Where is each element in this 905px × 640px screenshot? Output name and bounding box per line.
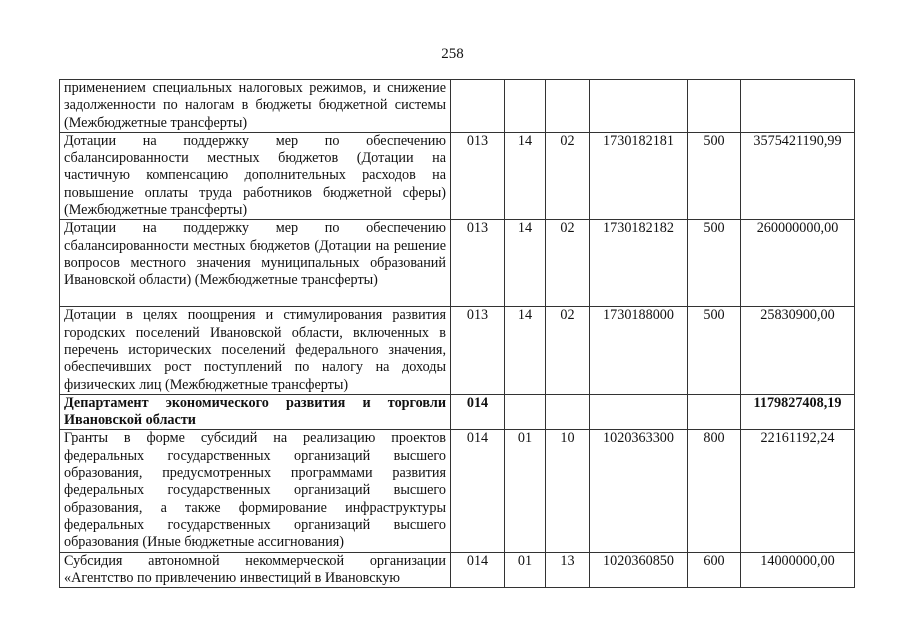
row-expense-type: 500: [688, 132, 741, 219]
row-grbs-code: 013: [451, 307, 505, 394]
row-subsection-code: 10: [546, 430, 590, 552]
row-subsection-code: 13: [546, 552, 590, 588]
row-expense-type: 800: [688, 430, 741, 552]
table-row: [60, 132, 855, 219]
row-section-code: 14: [505, 132, 546, 219]
row-description: Дотации на поддержку мер по обеспечению сбалансированности местных бюджетов (Дотации на частичную компенсацию дополнительных расходов на повышение оплаты труда работников бюджетной сферы) (Межбюджетные трансферты): [60, 132, 451, 219]
row-grbs-code: 013: [451, 132, 505, 219]
row-target-article: 1730188000: [590, 307, 688, 394]
table-row: [60, 80, 855, 133]
row-target-article: 1730182181: [590, 132, 688, 219]
table-row: [60, 552, 855, 588]
row-section-code: [505, 80, 546, 133]
row-subsection-code: [546, 80, 590, 133]
row-description: Гранты в форме субсидий на реализацию проектов федеральных государственных организаций высшего образования, предусмотренных программами развития федеральных государственных организаций высшего образования, а также формирование инфраструктуры федеральных государственных организаций высшего образования (Иные бюджетные ассигнования): [60, 430, 451, 552]
row-expense-type: 600: [688, 552, 741, 588]
table-row-department: [60, 394, 855, 430]
row-expense-type: [688, 394, 741, 430]
table-row: [60, 430, 855, 552]
row-section-code: [505, 394, 546, 430]
row-grbs-code: 014: [451, 552, 505, 588]
table-row: [60, 220, 855, 307]
row-grbs-code: [451, 80, 505, 133]
row-section-code: 01: [505, 552, 546, 588]
row-section-code: 01: [505, 430, 546, 552]
row-expense-type: 500: [688, 220, 741, 307]
row-expense-type: [688, 80, 741, 133]
row-section-code: 14: [505, 307, 546, 394]
row-amount: 1179827408,19: [741, 394, 855, 430]
row-target-article: 1020360850: [590, 552, 688, 588]
row-description: применением специальных налоговых режимов, и снижение задолженности по налогам в бюджеты бюджетной системы (Межбюджетные трансферты): [60, 80, 451, 133]
row-grbs-code: 014: [451, 394, 505, 430]
table-row: [60, 307, 855, 394]
row-grbs-code: 014: [451, 430, 505, 552]
row-expense-type: 500: [688, 307, 741, 394]
row-amount: 22161192,24: [741, 430, 855, 552]
row-amount: [741, 80, 855, 133]
row-description: Департамент экономического развития и торговли Ивановской области: [60, 394, 451, 430]
row-grbs-code: 013: [451, 220, 505, 307]
row-section-code: 14: [505, 220, 546, 307]
row-subsection-code: 02: [546, 132, 590, 219]
row-subsection-code: [546, 394, 590, 430]
row-description: Дотации на поддержку мер по обеспечению сбалансированности местных бюджетов (Дотации на решение вопросов местного значения муниципальных образований Ивановской области) (Межбюджетные трансферты): [60, 220, 451, 307]
row-subsection-code: 02: [546, 220, 590, 307]
row-target-article: 1020363300: [590, 430, 688, 552]
row-description: Дотации в целях поощрения и стимулирования развития городских поселений Ивановской области, включенных в перечень исторических поселений федерального значения, обеспечивших рост поступлений по налогу на доходы физических лиц (Межбюджетные трансферты): [60, 307, 451, 394]
row-amount: 3575421190,99: [741, 132, 855, 219]
page-number: 258: [441, 46, 464, 62]
row-amount: 260000000,00: [741, 220, 855, 307]
row-subsection-code: 02: [546, 307, 590, 394]
row-target-article: [590, 394, 688, 430]
row-description: Субсидия автономной некоммерческой организации «Агентство по привлечению инвестиций в Ивановскую: [60, 552, 451, 588]
row-target-article: [590, 80, 688, 133]
budget-table: [59, 79, 855, 588]
row-amount: 14000000,00: [741, 552, 855, 588]
row-target-article: 1730182182: [590, 220, 688, 307]
row-amount: 25830900,00: [741, 307, 855, 394]
